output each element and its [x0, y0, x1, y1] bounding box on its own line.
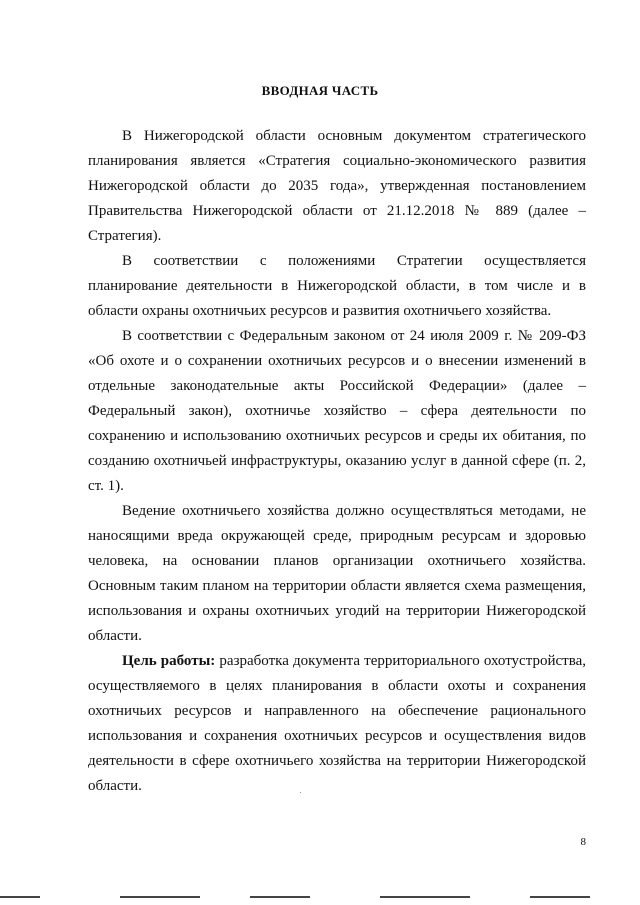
section-heading: ВВОДНАЯ ЧАСТЬ — [261, 83, 379, 98]
scan-edge-mark — [530, 896, 590, 898]
scan-edge-mark — [380, 896, 470, 898]
paragraph-2: В соответствии с положениями Стратегии осуществляется планирование деятельности в Нижегородской области, в том числе и в области охраны охотничьих ресурсов и развития охотничьего хозяйства. — [88, 253, 586, 319]
body-text — [88, 124, 586, 799]
page-number: 8 — [580, 836, 586, 848]
goal-paragraph — [88, 649, 586, 799]
scan-edge-mark — [0, 896, 40, 898]
goal-label: Цель работы: — [122, 653, 216, 669]
scan-edge-mark — [250, 896, 310, 898]
paragraph-4: Ведение охотничьего хозяйства должно осуществляться методами, не наносящими вреда окружающей среде, природным ресурсам и здоровью человека, на основании планов организации охотничьего хозяйства. Основным таким планом на территории области является схема размещения, использования и охраны охотничьих угодий на территории Нижегородской области. — [88, 503, 586, 644]
paragraph-3: В соответствии с Федеральным законом от 24 июля 2009 г. № 209-ФЗ «Об охоте и о сохранении охотничьих ресурсов и о внесении изменений в отдельные законодательные акты Российской Федерации» (далее – Федеральный закон), охотничье хозяйство – сфера деятельности по сохранению и использованию охотничьих ресурсов и среды их обитания, по созданию охотничьей инфраструктуры, оказанию услуг в данной сфере (п. 2, ст. 1). — [88, 328, 586, 494]
scan-speck — [300, 792, 301, 793]
scan-edge-mark — [120, 896, 200, 898]
paragraph-1: В Нижегородской области основным документом стратегического планирования является «Стратегия социально-экономического развития Нижегородской области до 2035 года», утвержденная постановлением Правительства Нижегородской области от 21.12.2018 № 889 (далее – Стратегия). — [88, 128, 586, 244]
goal-text: разработка документа территориального охотустройства, осуществляемого в целях планирования в области охоты и сохранения охотничьих ресурсов и направленного на обеспечение рационального использования и сохранения охотничьих ресурсов и осуществления видов деятельности в сфере охотничьего хозяйства на территории Нижегородской области. — [88, 653, 586, 794]
